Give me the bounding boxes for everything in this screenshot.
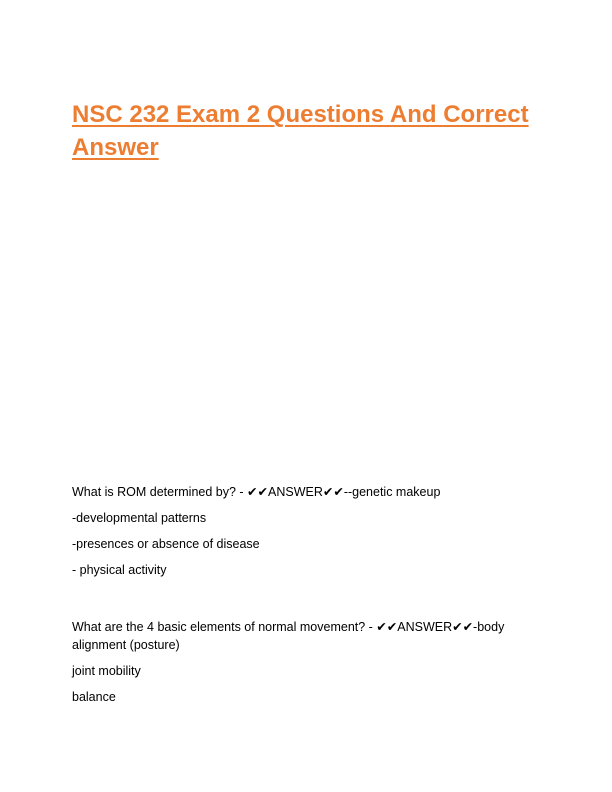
question-line: What is ROM determined by? - ✔✔ANSWER✔✔--genetic makeup [72,485,441,499]
qa-block-rom [72,483,532,579]
document-title: NSC 232 Exam 2 Questions And Correct Answer [72,101,529,161]
answer-line: balance [72,690,116,704]
question-line: What are the 4 basic elements of normal movement? - ✔✔ANSWER✔✔-body alignment (posture) [72,620,505,652]
answer-line: -developmental patterns [72,511,207,525]
answer-line: joint mobility [72,664,141,678]
qa-block-movement [72,618,532,706]
answer-line: - physical activity [72,563,167,577]
answer-line: -presences or absence of disease [72,537,260,551]
